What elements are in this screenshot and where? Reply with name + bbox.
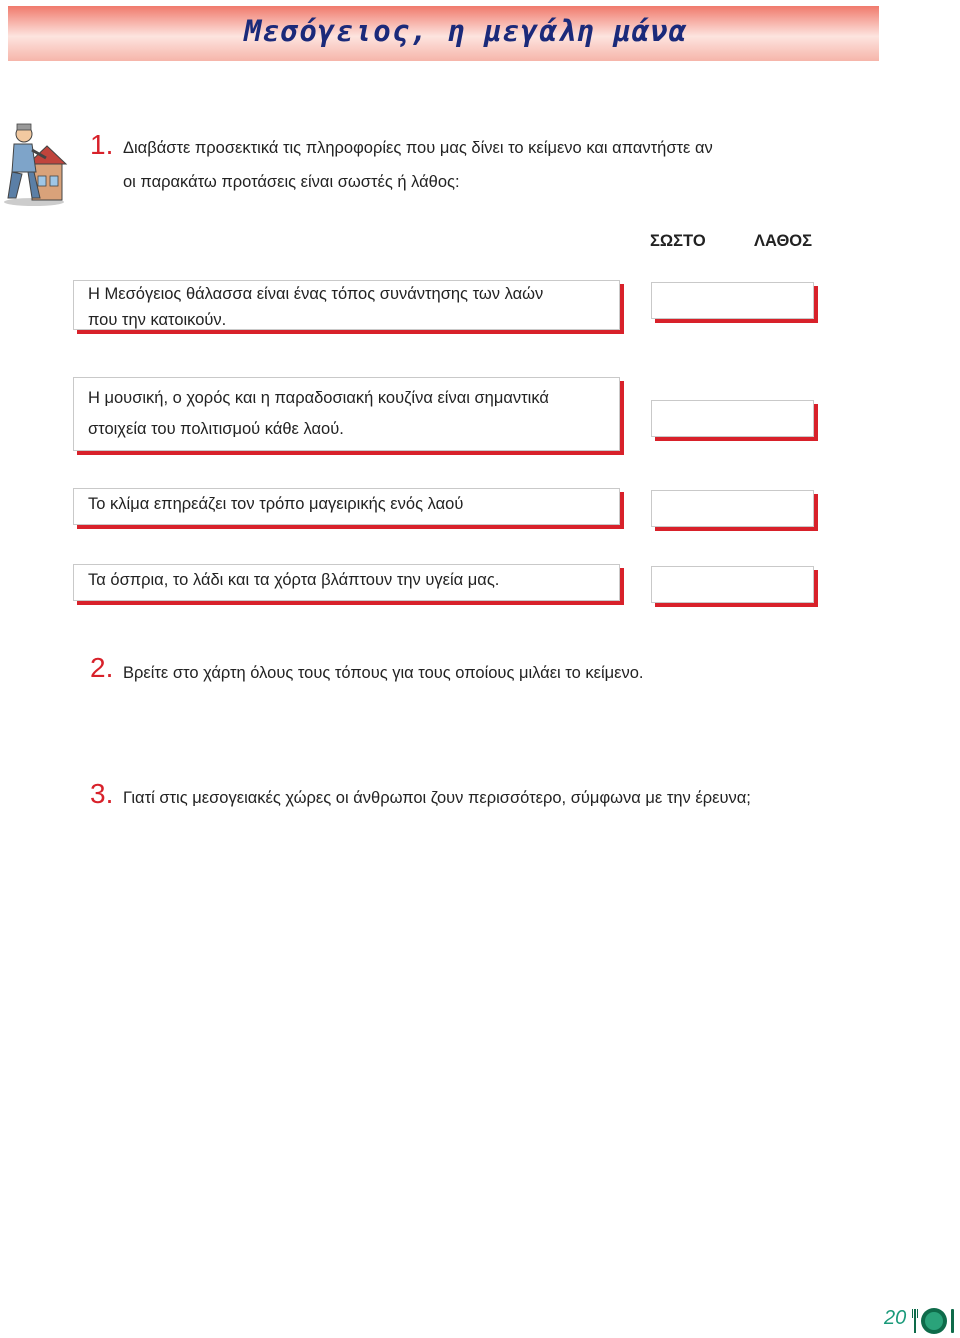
answer-box-1[interactable] bbox=[651, 282, 814, 319]
column-correct-header: ΣΩΣΤΟ bbox=[650, 232, 706, 250]
statement-1-line-1: Η Μεσόγειος θάλασσα είναι ένας τόπος συνάντησης των λαών bbox=[88, 285, 544, 303]
statement-box-4 bbox=[73, 564, 620, 601]
answer-box-4[interactable] bbox=[651, 566, 814, 603]
answer-box-2[interactable] bbox=[651, 400, 814, 437]
worker-illustration-icon bbox=[2, 120, 68, 206]
title-banner bbox=[8, 6, 879, 61]
page-number: 20 bbox=[884, 1307, 907, 1329]
statement-2-line-1: Η μουσική, ο χορός και η παραδοσιακή κουζίνα είναι σημαντικά bbox=[88, 389, 549, 407]
question-2-number: 2. bbox=[90, 652, 114, 683]
statement-4-line-1: Τα όσπρια, το λάδι και τα χόρτα βλάπτουν την υγεία μας. bbox=[88, 571, 500, 589]
question-1-line-2: οι παρακάτω προτάσεις είναι σωστές ή λάθος: bbox=[123, 173, 460, 191]
statement-1-line-2: που την κατοικούν. bbox=[88, 311, 227, 329]
question-3-number: 3. bbox=[90, 778, 114, 809]
plate-cutlery-icon bbox=[912, 1306, 956, 1336]
question-3-text: Γιατί στις μεσογειακές χώρες οι άνθρωποι ζουν περισσότερο, σύμφωνα με την έρευνα; bbox=[123, 789, 751, 807]
statement-box-3 bbox=[73, 488, 620, 525]
statement-2-line-2: στοιχεία του πολιτισμού κάθε λαού. bbox=[88, 420, 344, 438]
question-2-text: Βρείτε στο χάρτη όλους τους τόπους για τους οποίους μιλάει το κείμενο. bbox=[123, 664, 644, 682]
statement-3-line-1: Το κλίμα επηρεάζει τον τρόπο μαγειρικής ενός λαού bbox=[88, 495, 464, 513]
question-1-line-1: Διαβάστε προσεκτικά τις πληροφορίες που μας δίνει το κείμενο και απαντήστε αν bbox=[123, 139, 713, 157]
statement-box-1 bbox=[73, 280, 620, 330]
page-title: Μεσόγειος, η μεγάλη μάνα bbox=[244, 14, 688, 48]
column-wrong-header: ΛΑΘΟΣ bbox=[754, 232, 813, 250]
answer-box-3[interactable] bbox=[651, 490, 814, 527]
question-1-number: 1. bbox=[90, 129, 114, 160]
statement-box-2 bbox=[73, 377, 620, 451]
